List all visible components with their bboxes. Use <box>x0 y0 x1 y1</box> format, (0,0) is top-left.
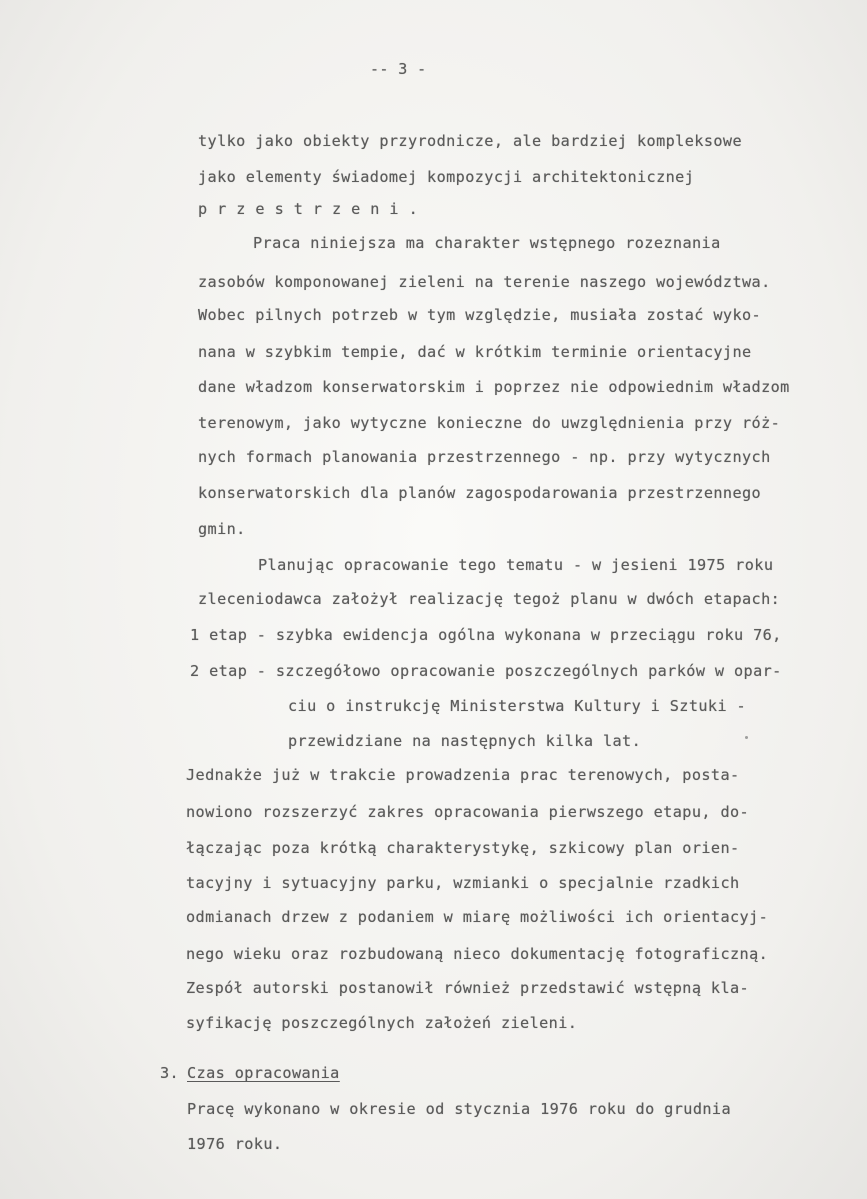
text-line: łączając poza krótką charakterystykę, szkicowy plan orien- <box>186 839 740 857</box>
text-line: Pracę wykonano w okresie od stycznia 1976 roku do grudnia <box>187 1100 731 1118</box>
text-line: Planując opracowanie tego tematu - w jesieni 1975 roku <box>258 556 774 574</box>
section-heading: Czas opracowania <box>187 1064 340 1082</box>
text-line: Praca niniejsza ma charakter wstępnego rozeznania <box>253 234 721 252</box>
text-line: dane władzom konserwatorskim i poprzez nie odpowiednim władzom <box>198 378 790 396</box>
text-line: Jednakże już w trakcie prowadzenia prac terenowych, posta- <box>186 766 740 784</box>
text-line: nowiono rozszerzyć zakres opracowania pierwszego etapu, do- <box>186 803 750 821</box>
section-number: 3. <box>160 1064 180 1082</box>
text-line: gmin. <box>198 520 246 538</box>
text-line: 1 etap - szybka ewidencja ogólna wykonana w przeciągu roku 76, <box>190 626 782 644</box>
text-line: tacyjny i sytuacyjny parku, wzmianki o specjalnie rzadkich <box>186 874 740 892</box>
text-line: konserwatorskich dla planów zagospodarowania przestrzennego <box>198 484 762 502</box>
text-line: ciu o instrukcję Ministerstwa Kultury i Sztuki - <box>288 697 747 715</box>
text-line: odmianach drzew z podaniem w miarę możliwości ich orientacyj- <box>186 908 769 926</box>
text-line: nych formach planowania przestrzennego - np. przy wytycznych <box>198 448 771 466</box>
text-line: 2 etap - szczegółowo opracowanie poszczególnych parków w opar- <box>190 662 782 680</box>
text-line: jako elementy świadomej kompozycji architektonicznej <box>198 168 695 186</box>
text-line: nana w szybkim tempie, dać w krótkim terminie orientacyjne <box>198 343 752 361</box>
scan-speck <box>745 736 748 739</box>
text-line: zleceniodawca założył realizację tegoż planu w dwóch etapach: <box>198 590 781 608</box>
text-line: tylko jako obiekty przyrodnicze, ale bardziej kompleksowe <box>198 132 742 150</box>
text-line: Zespół autorski postanowił również przedstawić wstępną kla- <box>186 979 750 997</box>
text-line: terenowym, jako wytyczne konieczne do uwzględnienia przy róż- <box>198 414 781 432</box>
text-line: Wobec pilnych potrzeb w tym względzie, musiała zostać wyko- <box>198 306 762 324</box>
text-line: syfikację poszczególnych założeń zieleni. <box>186 1014 578 1032</box>
text-line: nego wieku oraz rozbudowaną nieco dokumentację fotograficzną. <box>186 945 769 963</box>
text-line: zasobów komponowanej zieleni na terenie naszego województwa. <box>198 273 771 291</box>
text-line: przewidziane na następnych kilka lat. <box>288 732 642 750</box>
text-line: 1976 roku. <box>187 1135 283 1153</box>
text-line-spaced: przestrzeni. <box>198 200 428 218</box>
page-number: -- 3 - <box>370 60 427 78</box>
